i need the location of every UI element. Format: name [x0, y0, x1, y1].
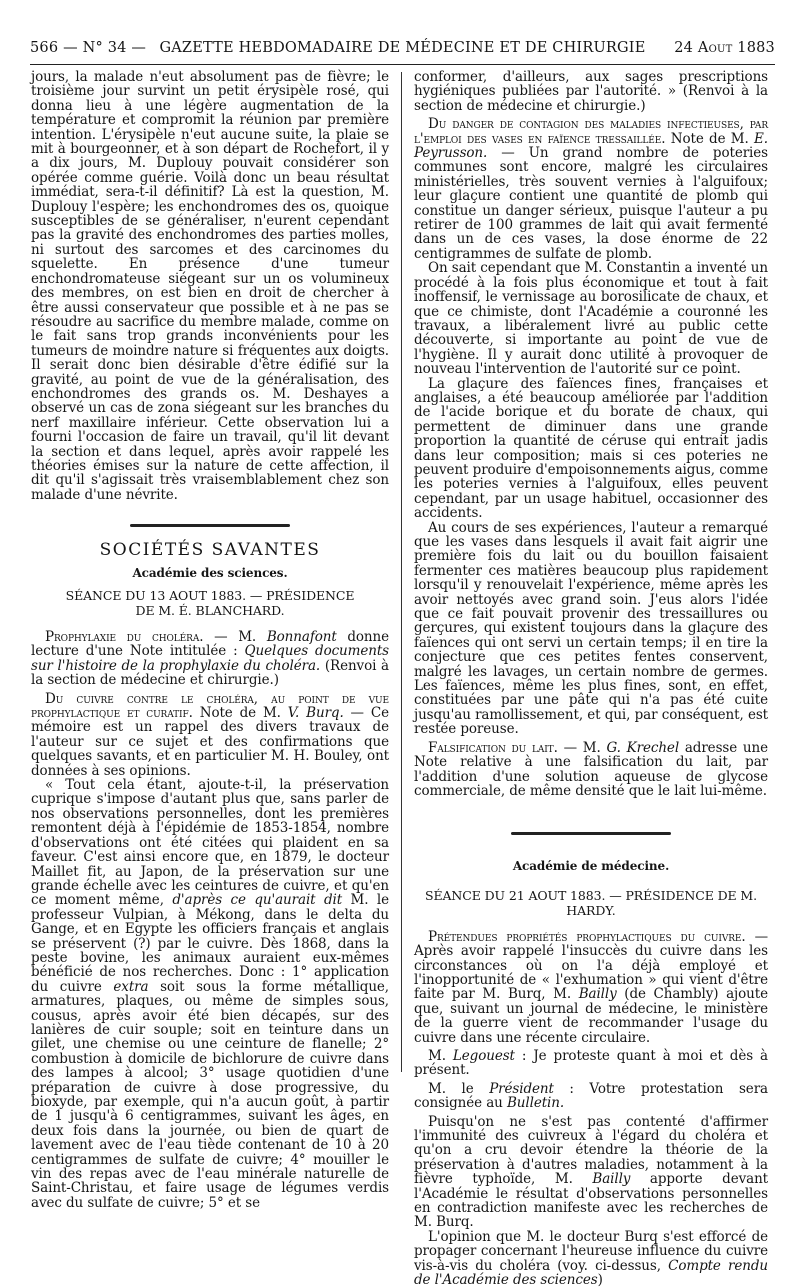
section-divider: [511, 832, 671, 835]
run-heading: Falsification du lait.: [428, 739, 558, 756]
page-number: 566 — N° 34 —: [30, 40, 147, 56]
paragraph-legouest: [414, 1049, 768, 1078]
paragraph-falsification: [414, 741, 768, 799]
section-title: SOCIÉTÉS SAVANTES: [99, 540, 321, 561]
run-heading: Du cuivre contre le choléra, au point de vue prophylactique et curatif.: [31, 690, 389, 722]
run-italic: Bulletin.: [506, 1095, 565, 1112]
academy-heading: Académie de médecine.: [512, 859, 670, 874]
run-text: : Je proteste quant à moi et dès à présent.: [414, 1047, 769, 1079]
paragraph-cuivre: [31, 692, 389, 778]
run-text: ): [597, 1272, 603, 1288]
paragraph-quote: [31, 778, 389, 1210]
intro-paragraph: jours, la malade n'eut absolument pas de fièvre; le troisième jour survint un petit érysipèle rosé, qui donna lieu à une légère augmentation de la température et compromit la réunion par première intention. L'érysipèle n'eut aucune suite, la plaie se mit à bourgeonner, et à son départ de Rochefort, il y a dix jours, M. Duplouy pouvait considérer son opérée comme guérie. Voilà donc un beau résultat immédiat, sera-t-il définitif? Là est la question, M. Duplouy l'espère; les enchondromes des os, quoique susceptibles de se généraliser, n'eurent cependant pas la gravité des enchondromes des parties molles, ni surtout des sarcomes et des carcinomes du squelette. En présence d'une tumeur enchondromateuse siégeant sur un os volumineux des membres, on est bien en droit de chercher à être aussi conservateur que possible et à ne pas se résoudre au sacrifice du membre malade, comme on le fait sans trop grands inconvénients pour les tumeurs de moindre nature si fréquentes aux doigts. Il serait donc bien désirable d'être édifié sur la gravité, au point de vue de la généralisation, des enchondromes des grands os. M. Deshayes a observé un cas de zona siégeant sur les branches du nerf maxillaire inférieur. Cette observation lui a fourni l'occasion de faire un travail, qu'il lit devant la section et dans lequel, après avoir rappelé les théories émises sur la nature de cette affection, il dit qu'il s'agissait très vraisemblablement chez son malade d'une névrite.: [31, 69, 389, 503]
run-text: adresse une Note relative à une falsification du lait, par l'addition d'une solution aqueuse de glycose commerciale, de même densité que le lait lui-même.: [414, 739, 768, 799]
run-text: Note de M.: [192, 705, 288, 722]
run-italic: extra: [113, 978, 149, 995]
left-column: [31, 70, 389, 1210]
note-title: Quelques documents sur l'histoire de la prophylaxie du choléra.: [31, 643, 389, 674]
paragraph-continuation: conformer, d'ailleurs, aux sages prescriptions hygiéniques publiées par l'autorité. » (Renvoi à la section de médecine et chirurgie.): [414, 69, 768, 114]
paragraph-pretendues: [414, 930, 768, 1045]
journal-title: GAZETTE HEBDOMADAIRE DE MÉDECINE ET DE CHIRURGIE: [159, 40, 646, 56]
run-text: M. le: [428, 1080, 490, 1097]
run-text: : Votre protestation sera consignée au: [414, 1080, 768, 1112]
run-text: « Tout cela étant, ajoute-t-il, la préservation cuprique s'impose d'autant plus que, sans parler de nos observations personnelles, dont les premières remontent déjà à l'épidémie de 1853-1854, nombre d'observations ont été citées qui plaident en sa faveur. C'est ainsi encore que, en 1879, le docteur Maillet fit, au Japon, de la préservation sur une grande échelle avec les ceintures de cuivre, et qu'en ce moment même,: [31, 777, 389, 909]
author-name: V. Burq.: [287, 705, 344, 722]
paragraph-prophylaxie: [31, 630, 389, 688]
seance-line-2: DE M. É. BLANCHARD.: [135, 603, 285, 618]
seance-heading: SÉANCE DU 21 AOUT 1883. — PRÉSIDENCE DE M. HARDY.: [425, 887, 757, 918]
run-text: — Ce mémoire est un rappel des divers travaux de l'auteur sur ce sujet et des confirmations que quelques savants, et en particulier M. H. Bouley, ont données à ses opinions.: [31, 705, 389, 779]
paragraph-president: [414, 1082, 768, 1111]
paragraph-bailly: [414, 1115, 768, 1230]
run-text: Puisqu'on ne s'est pas contenté d'affirmer l'immunité des cuivreux à l'égard du choléra et qu'on a cru devoir étendre la théorie de la préservation à d'autres maladies, notamment à la fièvre typhoïde, M.: [414, 1113, 768, 1188]
run-text: M.: [428, 1047, 453, 1064]
run-text: (de Chambly) ajoute que, suivant un journal de médecine, le ministère de la guerre vient de recommander l'usage du cuivre dans une récente circulaire.: [414, 986, 768, 1046]
page-header: [30, 40, 775, 60]
author-name: Président: [489, 1080, 554, 1097]
header-rule: [30, 64, 775, 65]
run-text: — M.: [557, 739, 607, 756]
run-text: soit sous la forme métallique, armatures, plaques, ou même de simples sous, cousus, après avoir été bien décapés, sur des lanières de cuir souple; soit en teinture dans un gilet, une chemise ou une ceinture de flanelle; 2° combustion à domicile de bichlorure de cuivre dans des lampes à alcool; 3° usage quotidien d'une préparation de cuivre à dose progressive, du bioxyde, par exemple, qui n'a aucun goût, à partir de 1 jusqu'à 6 centigrammes, suivant les âges, en deux fois dans la journée, ou bien de quart de lavement avec de l'eau tiède contenant de 10 à 20 centigrammes de sulfate de cuivre; 4° mouiller le vin des repas avec de l'eau minérale naturelle de Saint-Christau, et faire usage de légumes verdis avec du sulfate de cuivre; 5° et se: [31, 978, 389, 1211]
author-name: Legouest: [452, 1047, 515, 1064]
run-text: (Renvoi à la section de médecine et chirurgie.): [31, 657, 389, 689]
run-text: Note de M.: [665, 130, 755, 147]
issue-date: 24 Aout 1883: [674, 40, 775, 56]
run-heading: Prophylaxie du choléra.: [45, 629, 204, 645]
run-text: — Un grand nombre de poteries communes sont encore, malgré les circulaires ministérielles, très souvent vernies à l'alguifoux; leur glaçure contient une quantité de plomb qui constitue un danger sérieux, puisque l'auteur a pu retirer de 100 grammes de lait qui avait fermenté dans un de ces vases, la dose énorme de 22 centigrammes de sulfate de plomb.: [414, 145, 768, 262]
author-name: G. Krechel: [606, 739, 680, 756]
author-name: E. Peyrusson.: [414, 130, 768, 162]
run-text: — M.: [203, 629, 267, 645]
paragraph-contagion: [414, 117, 768, 261]
academy-heading: Académie des sciences.: [132, 565, 288, 580]
run-italic: Compte rendu de l'Académie des sciences: [414, 1257, 768, 1288]
author-name: Bailly: [592, 1171, 631, 1188]
paragraph-constantin: On sait cependant que M. Constantin a inventé un procédé à la fois plus économique et tout à fait inoffensif, le vernissage au borosilicate de chaux, et que ce chimiste, dont l'Académie a couronné les travaux, a libéralement livré au public cette découverte, si importante au point de vue de l'hygiène. Il y aurait donc utilité à provoquer de nouveau l'intervention de l'autorité sur ce point.: [414, 260, 768, 378]
seance-line-1: SÉANCE DU 13 AOUT 1883. — PRÉSIDENCE: [65, 588, 355, 603]
run-text: M. le professeur Vulpian, à Mékong, dans le delta du Gange, et en Egypte les officiers français et anglais se préservent (?) par le cuivre. Dès 1868, dans la peste bovine, les animaux auraient eux-mêmes bénéficié de nos recherches. Donc : 1° application du cuivre: [31, 892, 389, 995]
author-name: Bailly: [578, 986, 617, 1003]
column-divider: [401, 72, 402, 1072]
run-text: L'opinion que M. le docteur Burq s'est efforcé de propager concernant l'heureuse influence du cuivre vis-à-vis du choléra (voy. ci-dessus,: [414, 1228, 768, 1274]
author-name: Bonnafont: [266, 629, 337, 645]
run-text: — Après avoir rappelé l'insuccès du cuivre dans les circonstances où on l'a déjà employé et l'inopportunité de « l'exhumation » qui vient d'être faite par M. Burq, M.: [414, 928, 769, 1003]
run-text: donne lecture d'une Note intitulée :: [31, 629, 390, 660]
run-italic: d'après ce qu'aurait dit: [172, 892, 343, 909]
seance-heading: [31, 588, 389, 618]
paragraph-opinion: [414, 1230, 768, 1288]
run-heading: Prétendues propriétés prophylactiques du cuivre.: [428, 928, 746, 945]
run-text: apporte devant l'Académie le résultat d'observations personnelles en contradiction manifeste avec les recherches de M. Burq.: [414, 1171, 768, 1231]
paragraph-glacure: La glaçure des faïences fines, françaises et anglaises, a été beaucoup améliorée par l'addition de l'acide borique et du borate de chaux, qui permettent de diminuer dans une grande proportion la quantité de céruse qui entrait jadis dans leur composition; mais si ces poteries ne peuvent produire d'empoisonnements aigus, comme les poteries vernies à l'alguifoux, elles peuvent cependant, par un usage habituel, occasionner des accidents.: [414, 375, 768, 522]
section-divider: [130, 524, 290, 527]
run-heading: Du danger de contagion des maladies infectieuses, par l'emploi des vases en faïence tressaillée.: [414, 116, 768, 147]
paragraph-experiences: Au cours de ses expériences, l'auteur a remarqué que les vases dans lesquels il avait fait aigrir une première fois du lait ou du bouillon faisaient fermenter ces matières beaucoup plus rapidement lorsqu'il y renouvelait l'expérience, même après les avoir nettoyés avec grand soin. J'eus alors l'idée que ce fait pouvait provenir des tressaillures ou gerçures, qui existent toujours dans la glaçure des faïences qui ont servi un certain temps; il en tire la conjecture que ces petites fentes conservent, malgré les lavages, un certain nombre de germes. Les faïences, même les plus fines, sont, en effet, constituées par une pâte qui n'a pas été cuite jusqu'au ramollissement, et qui, par conséquent, est restée poreuse.: [414, 519, 768, 738]
right-column: [414, 70, 768, 1287]
